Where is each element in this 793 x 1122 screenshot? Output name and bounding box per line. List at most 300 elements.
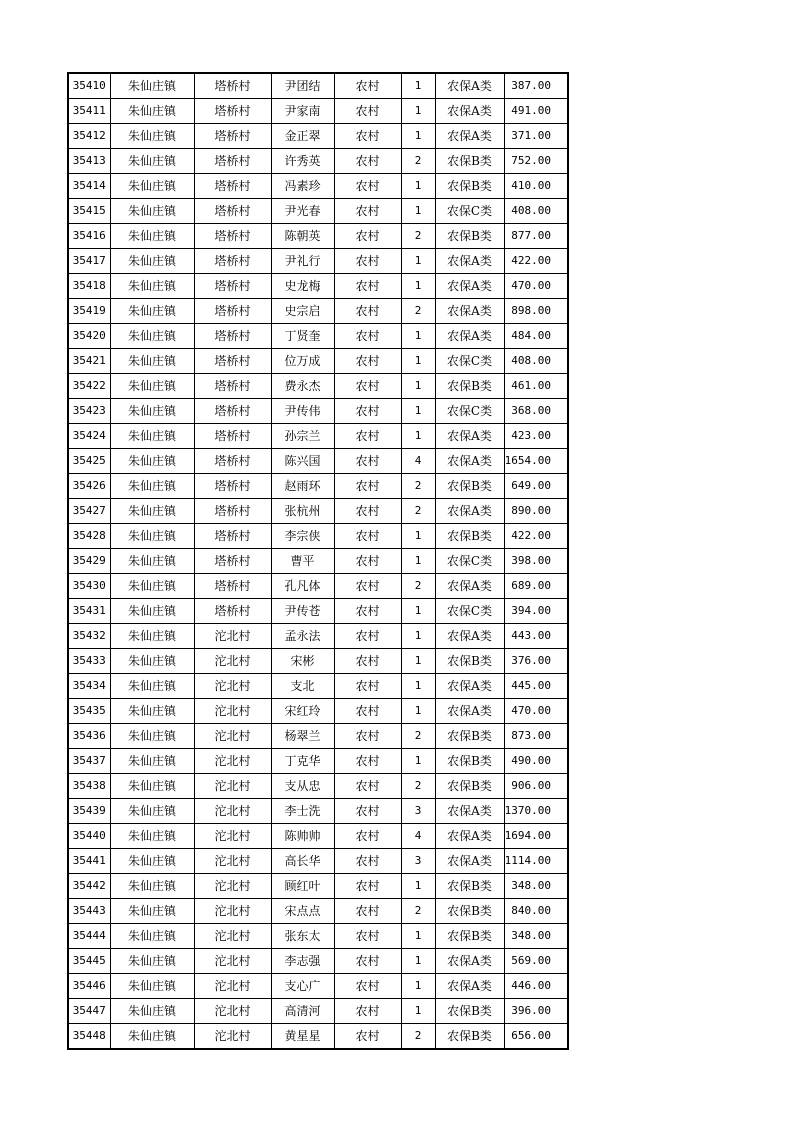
village-cell: 沱北村 [194, 674, 271, 699]
amount-cell: 840.00 [504, 899, 568, 924]
table-row [68, 899, 568, 924]
village-cell: 塔桥村 [194, 299, 271, 324]
amount-cell: 348.00 [504, 924, 568, 949]
town-cell: 朱仙庄镇 [110, 174, 194, 199]
village-cell: 沱北村 [194, 874, 271, 899]
amount-cell: 410.00 [504, 174, 568, 199]
household-type-cell: 农村 [334, 574, 401, 599]
category-cell: 农保C类 [435, 349, 504, 374]
category-cell: 农保B类 [435, 724, 504, 749]
town-cell: 朱仙庄镇 [110, 249, 194, 274]
serial-number-cell: 35419 [68, 299, 110, 324]
village-cell: 塔桥村 [194, 574, 271, 599]
household-type-cell: 农村 [334, 349, 401, 374]
category-cell: 农保C类 [435, 599, 504, 624]
table-row [68, 274, 568, 299]
town-cell: 朱仙庄镇 [110, 299, 194, 324]
serial-number-cell: 35448 [68, 1024, 110, 1050]
category-cell: 农保B类 [435, 749, 504, 774]
village-cell: 塔桥村 [194, 73, 271, 99]
town-cell: 朱仙庄镇 [110, 724, 194, 749]
town-cell: 朱仙庄镇 [110, 199, 194, 224]
person-count-cell: 3 [401, 849, 435, 874]
name-cell: 陈朝英 [271, 224, 334, 249]
household-type-cell: 农村 [334, 749, 401, 774]
town-cell: 朱仙庄镇 [110, 424, 194, 449]
table-row [68, 224, 568, 249]
table-row [68, 949, 568, 974]
amount-cell: 408.00 [504, 199, 568, 224]
town-cell: 朱仙庄镇 [110, 999, 194, 1024]
town-cell: 朱仙庄镇 [110, 749, 194, 774]
table-row [68, 749, 568, 774]
serial-number-cell: 35420 [68, 324, 110, 349]
amount-cell: 569.00 [504, 949, 568, 974]
table-row [68, 599, 568, 624]
serial-number-cell: 35416 [68, 224, 110, 249]
town-cell: 朱仙庄镇 [110, 549, 194, 574]
amount-cell: 906.00 [504, 774, 568, 799]
village-cell: 沱北村 [194, 949, 271, 974]
name-cell: 高清河 [271, 999, 334, 1024]
amount-cell: 446.00 [504, 974, 568, 999]
village-cell: 沱北村 [194, 974, 271, 999]
household-type-cell: 农村 [334, 549, 401, 574]
category-cell: 农保B类 [435, 874, 504, 899]
serial-number-cell: 35413 [68, 149, 110, 174]
amount-cell: 1114.00 [504, 849, 568, 874]
category-cell: 农保C类 [435, 199, 504, 224]
table-row [68, 474, 568, 499]
amount-cell: 443.00 [504, 624, 568, 649]
amount-cell: 484.00 [504, 324, 568, 349]
name-cell: 支心广 [271, 974, 334, 999]
serial-number-cell: 35421 [68, 349, 110, 374]
amount-cell: 1654.00 [504, 449, 568, 474]
household-type-cell: 农村 [334, 424, 401, 449]
household-type-cell: 农村 [334, 874, 401, 899]
person-count-cell: 1 [401, 399, 435, 424]
table-row [68, 849, 568, 874]
name-cell: 支北 [271, 674, 334, 699]
person-count-cell: 1 [401, 699, 435, 724]
village-cell: 塔桥村 [194, 349, 271, 374]
person-count-cell: 1 [401, 73, 435, 99]
serial-number-cell: 35431 [68, 599, 110, 624]
serial-number-cell: 35433 [68, 649, 110, 674]
serial-number-cell: 35418 [68, 274, 110, 299]
person-count-cell: 2 [401, 774, 435, 799]
household-type-cell: 农村 [334, 374, 401, 399]
household-type-cell: 农村 [334, 624, 401, 649]
serial-number-cell: 35422 [68, 374, 110, 399]
person-count-cell: 1 [401, 124, 435, 149]
town-cell: 朱仙庄镇 [110, 599, 194, 624]
category-cell: 农保B类 [435, 524, 504, 549]
town-cell: 朱仙庄镇 [110, 324, 194, 349]
amount-cell: 396.00 [504, 999, 568, 1024]
amount-cell: 371.00 [504, 124, 568, 149]
person-count-cell: 1 [401, 424, 435, 449]
table-row [68, 174, 568, 199]
person-count-cell: 2 [401, 724, 435, 749]
name-cell: 张东太 [271, 924, 334, 949]
town-cell: 朱仙庄镇 [110, 574, 194, 599]
household-type-cell: 农村 [334, 524, 401, 549]
town-cell: 朱仙庄镇 [110, 374, 194, 399]
village-cell: 塔桥村 [194, 99, 271, 124]
table-row [68, 674, 568, 699]
name-cell: 冯素珍 [271, 174, 334, 199]
category-cell: 农保A类 [435, 249, 504, 274]
category-cell: 农保B类 [435, 999, 504, 1024]
name-cell: 尹传伟 [271, 399, 334, 424]
village-cell: 沱北村 [194, 624, 271, 649]
household-type-cell: 农村 [334, 724, 401, 749]
serial-number-cell: 35444 [68, 924, 110, 949]
table-row [68, 824, 568, 849]
category-cell: 农保A类 [435, 124, 504, 149]
town-cell: 朱仙庄镇 [110, 73, 194, 99]
category-cell: 农保C类 [435, 549, 504, 574]
person-count-cell: 1 [401, 674, 435, 699]
person-count-cell: 1 [401, 99, 435, 124]
name-cell: 李士洗 [271, 799, 334, 824]
serial-number-cell: 35445 [68, 949, 110, 974]
category-cell: 农保A类 [435, 674, 504, 699]
table-row [68, 624, 568, 649]
amount-cell: 394.00 [504, 599, 568, 624]
category-cell: 农保A类 [435, 274, 504, 299]
household-type-cell: 农村 [334, 73, 401, 99]
serial-number-cell: 35411 [68, 99, 110, 124]
village-cell: 沱北村 [194, 699, 271, 724]
person-count-cell: 1 [401, 374, 435, 399]
town-cell: 朱仙庄镇 [110, 474, 194, 499]
amount-cell: 656.00 [504, 1024, 568, 1050]
category-cell: 农保B类 [435, 374, 504, 399]
serial-number-cell: 35432 [68, 624, 110, 649]
table-row [68, 699, 568, 724]
serial-number-cell: 35415 [68, 199, 110, 224]
person-count-cell: 2 [401, 474, 435, 499]
name-cell: 支从忠 [271, 774, 334, 799]
village-cell: 塔桥村 [194, 124, 271, 149]
table-row [68, 99, 568, 124]
town-cell: 朱仙庄镇 [110, 149, 194, 174]
household-type-cell: 农村 [334, 399, 401, 424]
name-cell: 杨翠兰 [271, 724, 334, 749]
village-cell: 沱北村 [194, 749, 271, 774]
table-row [68, 574, 568, 599]
amount-cell: 491.00 [504, 99, 568, 124]
category-cell: 农保A类 [435, 99, 504, 124]
category-cell: 农保A类 [435, 499, 504, 524]
person-count-cell: 4 [401, 449, 435, 474]
household-type-cell: 农村 [334, 949, 401, 974]
category-cell: 农保B类 [435, 474, 504, 499]
person-count-cell: 1 [401, 924, 435, 949]
household-type-cell: 农村 [334, 499, 401, 524]
household-type-cell: 农村 [334, 199, 401, 224]
village-cell: 塔桥村 [194, 524, 271, 549]
amount-cell: 376.00 [504, 649, 568, 674]
name-cell: 史宗启 [271, 299, 334, 324]
table-row [68, 874, 568, 899]
category-cell: 农保B类 [435, 224, 504, 249]
town-cell: 朱仙庄镇 [110, 499, 194, 524]
amount-cell: 649.00 [504, 474, 568, 499]
household-type-cell: 农村 [334, 324, 401, 349]
category-cell: 农保A类 [435, 849, 504, 874]
name-cell: 顾红叶 [271, 874, 334, 899]
name-cell: 宋彬 [271, 649, 334, 674]
household-type-cell: 农村 [334, 249, 401, 274]
person-count-cell: 1 [401, 999, 435, 1024]
town-cell: 朱仙庄镇 [110, 849, 194, 874]
village-cell: 沱北村 [194, 924, 271, 949]
table-row [68, 149, 568, 174]
name-cell: 尹家南 [271, 99, 334, 124]
town-cell: 朱仙庄镇 [110, 224, 194, 249]
town-cell: 朱仙庄镇 [110, 274, 194, 299]
name-cell: 金正翠 [271, 124, 334, 149]
village-cell: 塔桥村 [194, 324, 271, 349]
table-row [68, 324, 568, 349]
amount-cell: 398.00 [504, 549, 568, 574]
household-type-cell: 农村 [334, 124, 401, 149]
name-cell: 黄星星 [271, 1024, 334, 1050]
name-cell: 史龙梅 [271, 274, 334, 299]
town-cell: 朱仙庄镇 [110, 649, 194, 674]
serial-number-cell: 35424 [68, 424, 110, 449]
household-type-cell: 农村 [334, 1024, 401, 1050]
serial-number-cell: 35439 [68, 799, 110, 824]
serial-number-cell: 35446 [68, 974, 110, 999]
village-cell: 沱北村 [194, 824, 271, 849]
name-cell: 孙宗兰 [271, 424, 334, 449]
category-cell: 农保A类 [435, 974, 504, 999]
household-type-cell: 农村 [334, 299, 401, 324]
amount-cell: 368.00 [504, 399, 568, 424]
person-count-cell: 1 [401, 199, 435, 224]
person-count-cell: 4 [401, 824, 435, 849]
household-type-cell: 农村 [334, 224, 401, 249]
serial-number-cell: 35412 [68, 124, 110, 149]
table-body [68, 73, 568, 1049]
amount-cell: 898.00 [504, 299, 568, 324]
category-cell: 农保B类 [435, 899, 504, 924]
town-cell: 朱仙庄镇 [110, 524, 194, 549]
person-count-cell: 1 [401, 349, 435, 374]
village-cell: 塔桥村 [194, 549, 271, 574]
category-cell: 农保B类 [435, 1024, 504, 1050]
village-cell: 沱北村 [194, 849, 271, 874]
name-cell: 位万成 [271, 349, 334, 374]
category-cell: 农保A类 [435, 73, 504, 99]
person-count-cell: 1 [401, 274, 435, 299]
amount-cell: 445.00 [504, 674, 568, 699]
name-cell: 李志强 [271, 949, 334, 974]
town-cell: 朱仙庄镇 [110, 774, 194, 799]
village-cell: 塔桥村 [194, 599, 271, 624]
category-cell: 农保A类 [435, 699, 504, 724]
village-cell: 沱北村 [194, 774, 271, 799]
serial-number-cell: 35423 [68, 399, 110, 424]
serial-number-cell: 35427 [68, 499, 110, 524]
serial-number-cell: 35417 [68, 249, 110, 274]
person-count-cell: 1 [401, 949, 435, 974]
name-cell: 许秀英 [271, 149, 334, 174]
category-cell: 农保A类 [435, 299, 504, 324]
category-cell: 农保B类 [435, 774, 504, 799]
village-cell: 沱北村 [194, 999, 271, 1024]
village-cell: 塔桥村 [194, 474, 271, 499]
household-type-cell: 农村 [334, 699, 401, 724]
name-cell: 赵雨环 [271, 474, 334, 499]
table-row [68, 974, 568, 999]
table-row [68, 73, 568, 99]
table-row [68, 524, 568, 549]
serial-number-cell: 35429 [68, 549, 110, 574]
table-row [68, 449, 568, 474]
table-row [68, 199, 568, 224]
serial-number-cell: 35447 [68, 999, 110, 1024]
name-cell: 宋红玲 [271, 699, 334, 724]
person-count-cell: 1 [401, 324, 435, 349]
person-count-cell: 1 [401, 599, 435, 624]
village-cell: 沱北村 [194, 724, 271, 749]
amount-cell: 877.00 [504, 224, 568, 249]
amount-cell: 461.00 [504, 374, 568, 399]
table-row [68, 1024, 568, 1050]
person-count-cell: 1 [401, 874, 435, 899]
amount-cell: 422.00 [504, 524, 568, 549]
village-cell: 塔桥村 [194, 224, 271, 249]
person-count-cell: 2 [401, 149, 435, 174]
household-type-cell: 农村 [334, 799, 401, 824]
name-cell: 丁贤奎 [271, 324, 334, 349]
amount-cell: 689.00 [504, 574, 568, 599]
village-cell: 塔桥村 [194, 399, 271, 424]
village-cell: 塔桥村 [194, 249, 271, 274]
household-type-cell: 农村 [334, 474, 401, 499]
table-row [68, 724, 568, 749]
town-cell: 朱仙庄镇 [110, 874, 194, 899]
table-row [68, 999, 568, 1024]
table-row [68, 299, 568, 324]
serial-number-cell: 35437 [68, 749, 110, 774]
household-type-cell: 农村 [334, 99, 401, 124]
category-cell: 农保B类 [435, 649, 504, 674]
person-count-cell: 1 [401, 749, 435, 774]
person-count-cell: 1 [401, 524, 435, 549]
amount-cell: 470.00 [504, 699, 568, 724]
table-row [68, 649, 568, 674]
person-count-cell: 2 [401, 574, 435, 599]
town-cell: 朱仙庄镇 [110, 699, 194, 724]
name-cell: 尹传苍 [271, 599, 334, 624]
household-type-cell: 农村 [334, 599, 401, 624]
household-type-cell: 农村 [334, 974, 401, 999]
name-cell: 尹团结 [271, 73, 334, 99]
town-cell: 朱仙庄镇 [110, 449, 194, 474]
category-cell: 农保A类 [435, 799, 504, 824]
table-row [68, 499, 568, 524]
village-cell: 沱北村 [194, 649, 271, 674]
name-cell: 陈兴国 [271, 449, 334, 474]
table-row [68, 799, 568, 824]
amount-cell: 408.00 [504, 349, 568, 374]
amount-cell: 873.00 [504, 724, 568, 749]
table-row [68, 424, 568, 449]
household-type-cell: 农村 [334, 649, 401, 674]
person-count-cell: 3 [401, 799, 435, 824]
town-cell: 朱仙庄镇 [110, 974, 194, 999]
serial-number-cell: 35435 [68, 699, 110, 724]
table-row [68, 924, 568, 949]
name-cell: 高长华 [271, 849, 334, 874]
category-cell: 农保B类 [435, 924, 504, 949]
household-type-cell: 农村 [334, 774, 401, 799]
serial-number-cell: 35436 [68, 724, 110, 749]
serial-number-cell: 35414 [68, 174, 110, 199]
name-cell: 尹礼行 [271, 249, 334, 274]
person-count-cell: 1 [401, 974, 435, 999]
household-type-cell: 农村 [334, 849, 401, 874]
name-cell: 宋点点 [271, 899, 334, 924]
amount-cell: 387.00 [504, 73, 568, 99]
person-count-cell: 2 [401, 1024, 435, 1050]
name-cell: 陈帅帅 [271, 824, 334, 849]
town-cell: 朱仙庄镇 [110, 99, 194, 124]
serial-number-cell: 35430 [68, 574, 110, 599]
amount-cell: 890.00 [504, 499, 568, 524]
village-cell: 塔桥村 [194, 199, 271, 224]
household-type-cell: 农村 [334, 924, 401, 949]
table-row [68, 774, 568, 799]
amount-cell: 470.00 [504, 274, 568, 299]
household-type-cell: 农村 [334, 824, 401, 849]
category-cell: 农保C类 [435, 399, 504, 424]
town-cell: 朱仙庄镇 [110, 349, 194, 374]
amount-cell: 423.00 [504, 424, 568, 449]
person-count-cell: 1 [401, 249, 435, 274]
person-count-cell: 2 [401, 499, 435, 524]
town-cell: 朱仙庄镇 [110, 924, 194, 949]
village-cell: 塔桥村 [194, 449, 271, 474]
category-cell: 农保A类 [435, 324, 504, 349]
table-row [68, 349, 568, 374]
serial-number-cell: 35438 [68, 774, 110, 799]
table-row [68, 124, 568, 149]
town-cell: 朱仙庄镇 [110, 824, 194, 849]
town-cell: 朱仙庄镇 [110, 674, 194, 699]
person-count-cell: 1 [401, 649, 435, 674]
amount-cell: 1370.00 [504, 799, 568, 824]
town-cell: 朱仙庄镇 [110, 799, 194, 824]
village-cell: 塔桥村 [194, 149, 271, 174]
name-cell: 尹光春 [271, 199, 334, 224]
name-cell: 李宗侠 [271, 524, 334, 549]
category-cell: 农保A类 [435, 449, 504, 474]
person-count-cell: 2 [401, 224, 435, 249]
town-cell: 朱仙庄镇 [110, 124, 194, 149]
serial-number-cell: 35443 [68, 899, 110, 924]
name-cell: 曹平 [271, 549, 334, 574]
village-cell: 沱北村 [194, 1024, 271, 1050]
town-cell: 朱仙庄镇 [110, 949, 194, 974]
